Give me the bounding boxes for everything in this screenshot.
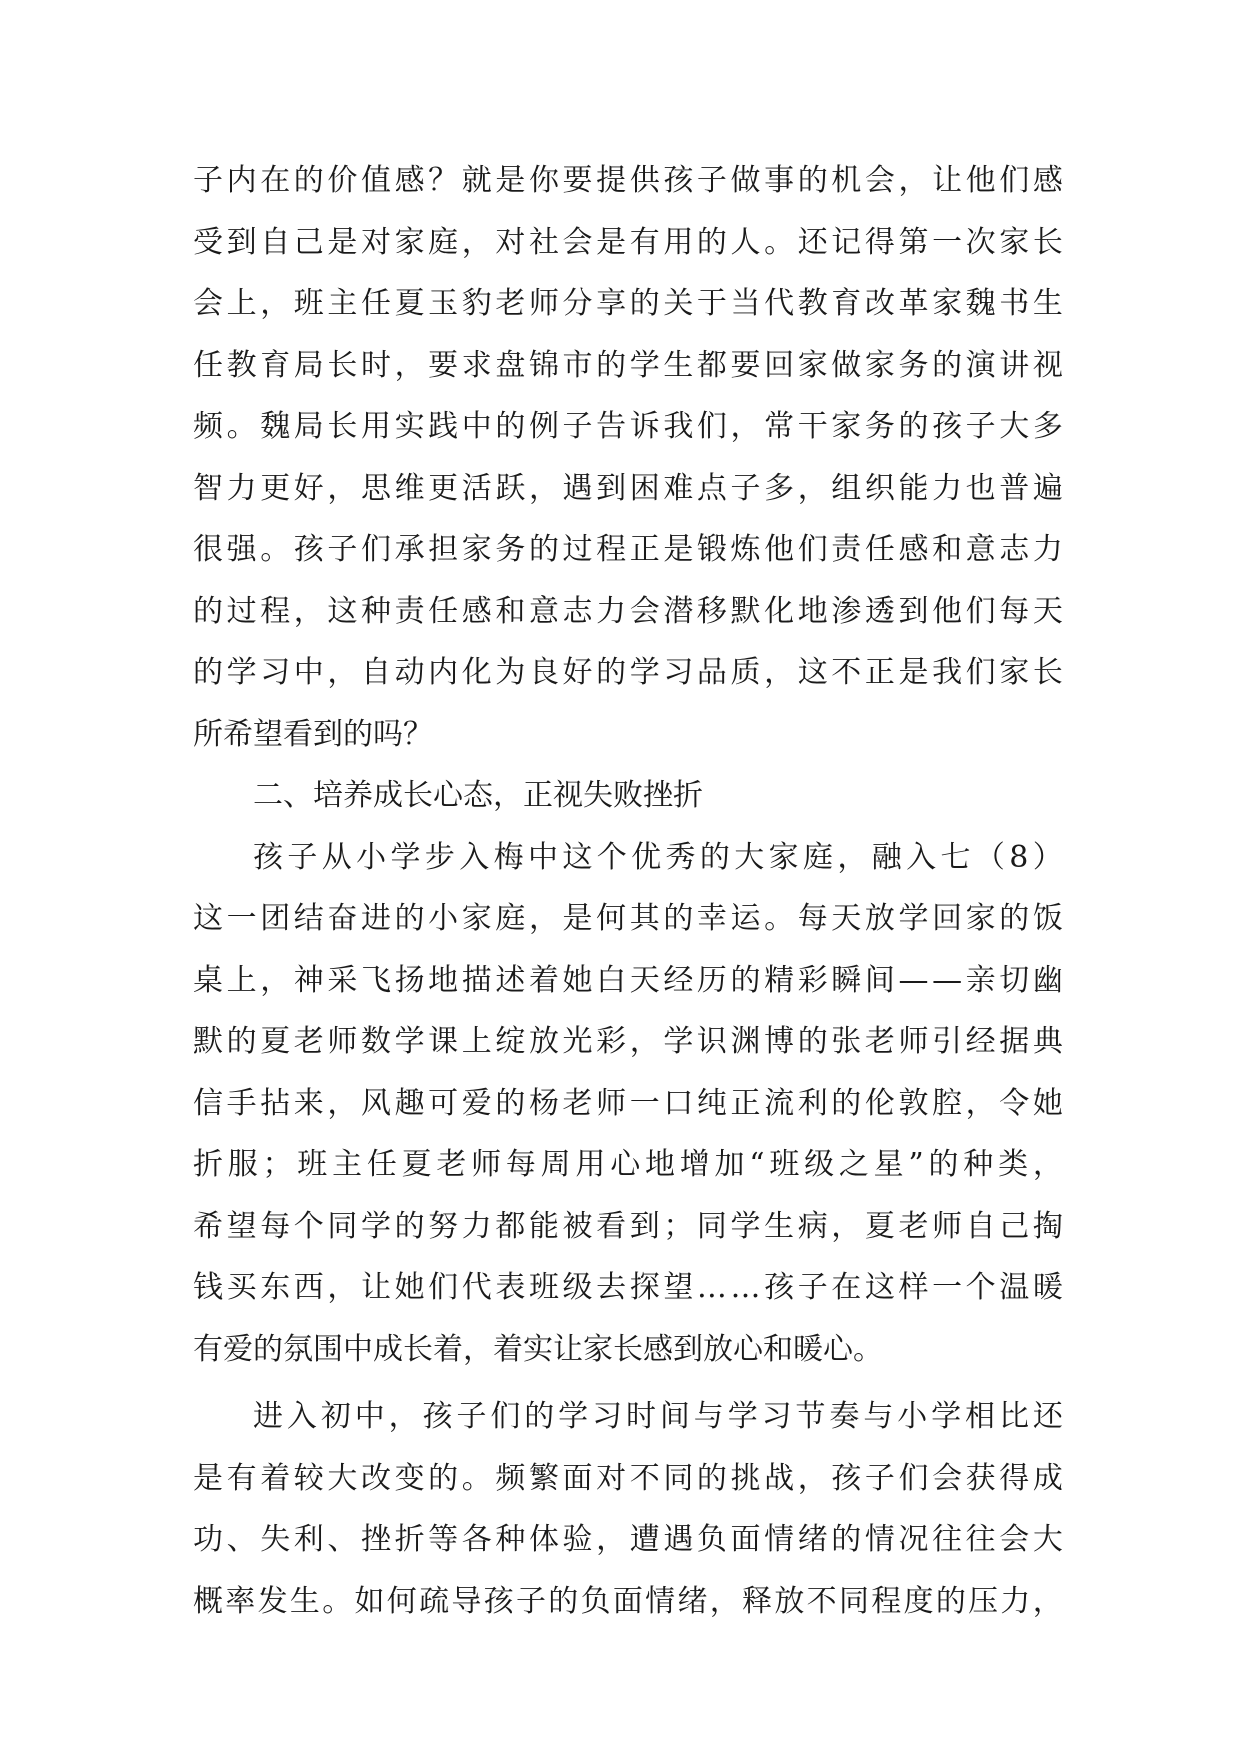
- text-line: 功 、 失 利 、 挫 折 等 各 种 体 验 ， 遭 遇 负 面 情 绪 的 情 况 往 往 会 大: [193, 1522, 1063, 1557]
- text-line: 会 上 ， 班 主 任 夏 玉 豹 老 师 分 享 的 关 于 当 代 教 育 改 革 家 魏 书 生: [193, 286, 1063, 321]
- text-line: 孩 子 从 小 学 步 入 梅 中 这 个 优 秀 的 大 家 庭 ， 融 入 七 （ 8 ）: [253, 839, 1063, 875]
- text-line: 概 率 发 生 。 如 何 疏 导 孩 子 的 负 面 情 绪 ， 释 放 不 同 程 度 的 压 力 ，: [193, 1583, 1063, 1619]
- text-line: 桌 上 ， 神 采 飞 扬 地 描 述 着 她 白 天 经 历 的 精 彩 瞬 间 — — 亲 切 幽: [193, 962, 1063, 998]
- text-line: 任 教 育 局 长 时 ， 要 求 盘 锦 市 的 学 生 都 要 回 家 做 家 务 的 演 讲 视: [193, 347, 1063, 383]
- text-line: 希 望 每 个 同 学 的 努 力 都 能 被 看 到 ； 同 学 生 病 ， 夏 老 师 自 己 掏: [193, 1208, 1063, 1244]
- text-line: 折 服 ； 班 主 任 夏 老 师 每 周 用 心 地 增 加 “ 班 级 之 星 ” 的 种 类 ，: [193, 1147, 1063, 1182]
- text-line: 进 入 初 中 ， 孩 子 们 的 学 习 时 间 与 学 习 节 奏 与 小 学 相 比 还: [253, 1399, 1063, 1434]
- body-text: [193, 150, 1063, 1632]
- text-line: 很 强 。 孩 子 们 承 担 家 务 的 过 程 正 是 锻 炼 他 们 责 任 感 和 意 志 力: [193, 532, 1063, 567]
- text-line: 的 过 程 ， 这 种 责 任 感 和 意 志 力 会 潜 移 默 化 地 渗 透 到 他 们 每 天: [193, 593, 1063, 629]
- text-line: 钱 买 东 西 ， 让 她 们 代 表 班 级 去 探 望 … … 孩 子 在 这 样 一 个 温 暖: [193, 1270, 1063, 1305]
- text-line: 有爱的氛围中成长着，着实让家长感到放心和暖心。: [193, 1331, 883, 1367]
- text-line: 频 。 魏 局 长 用 实 践 中 的 例 子 告 诉 我 们 ， 常 干 家 务 的 孩 子 大 多: [193, 409, 1063, 444]
- text-line: 是 有 着 较 大 改 变 的 。 频 繁 面 对 不 同 的 挑 战 ， 孩 子 们 会 获 得 成: [193, 1460, 1063, 1496]
- text-line: 默 的 夏 老 师 数 学 课 上 绽 放 光 彩 ， 学 识 渊 博 的 张 老 师 引 经 据 典: [193, 1024, 1063, 1059]
- text-line: 的 学 习 中 ， 自 动 内 化 为 良 好 的 学 习 品 质 ， 这 不 正 是 我 们 家 长: [193, 655, 1063, 690]
- text-line: 子 内 在 的 价 值 感 ？ 就 是 你 要 提 供 孩 子 做 事 的 机 会 ， 让 他 们 感: [193, 163, 1063, 198]
- text-line: 二、培养成长心态，正视失败挫折: [253, 778, 703, 813]
- text-line: 智 力 更 好 ， 思 维 更 活 跃 ， 遇 到 困 难 点 子 多 ， 组 织 能 力 也 普 遍: [193, 470, 1063, 506]
- text-line: 受 到 自 己 是 对 家 庭 ， 对 社 会 是 有 用 的 人 。 还 记 得 第 一 次 家 长: [193, 224, 1063, 260]
- text-line: 这 一 团 结 奋 进 的 小 家 庭 ， 是 何 其 的 幸 运 。 每 天 放 学 回 家 的 饭: [193, 901, 1063, 936]
- text-line: 信 手 拈 来 ， 风 趣 可 爱 的 杨 老 师 一 口 纯 正 流 利 的 伦 敦 腔 ， 令 她: [193, 1085, 1063, 1121]
- text-line: 所希望看到的吗？: [193, 716, 433, 752]
